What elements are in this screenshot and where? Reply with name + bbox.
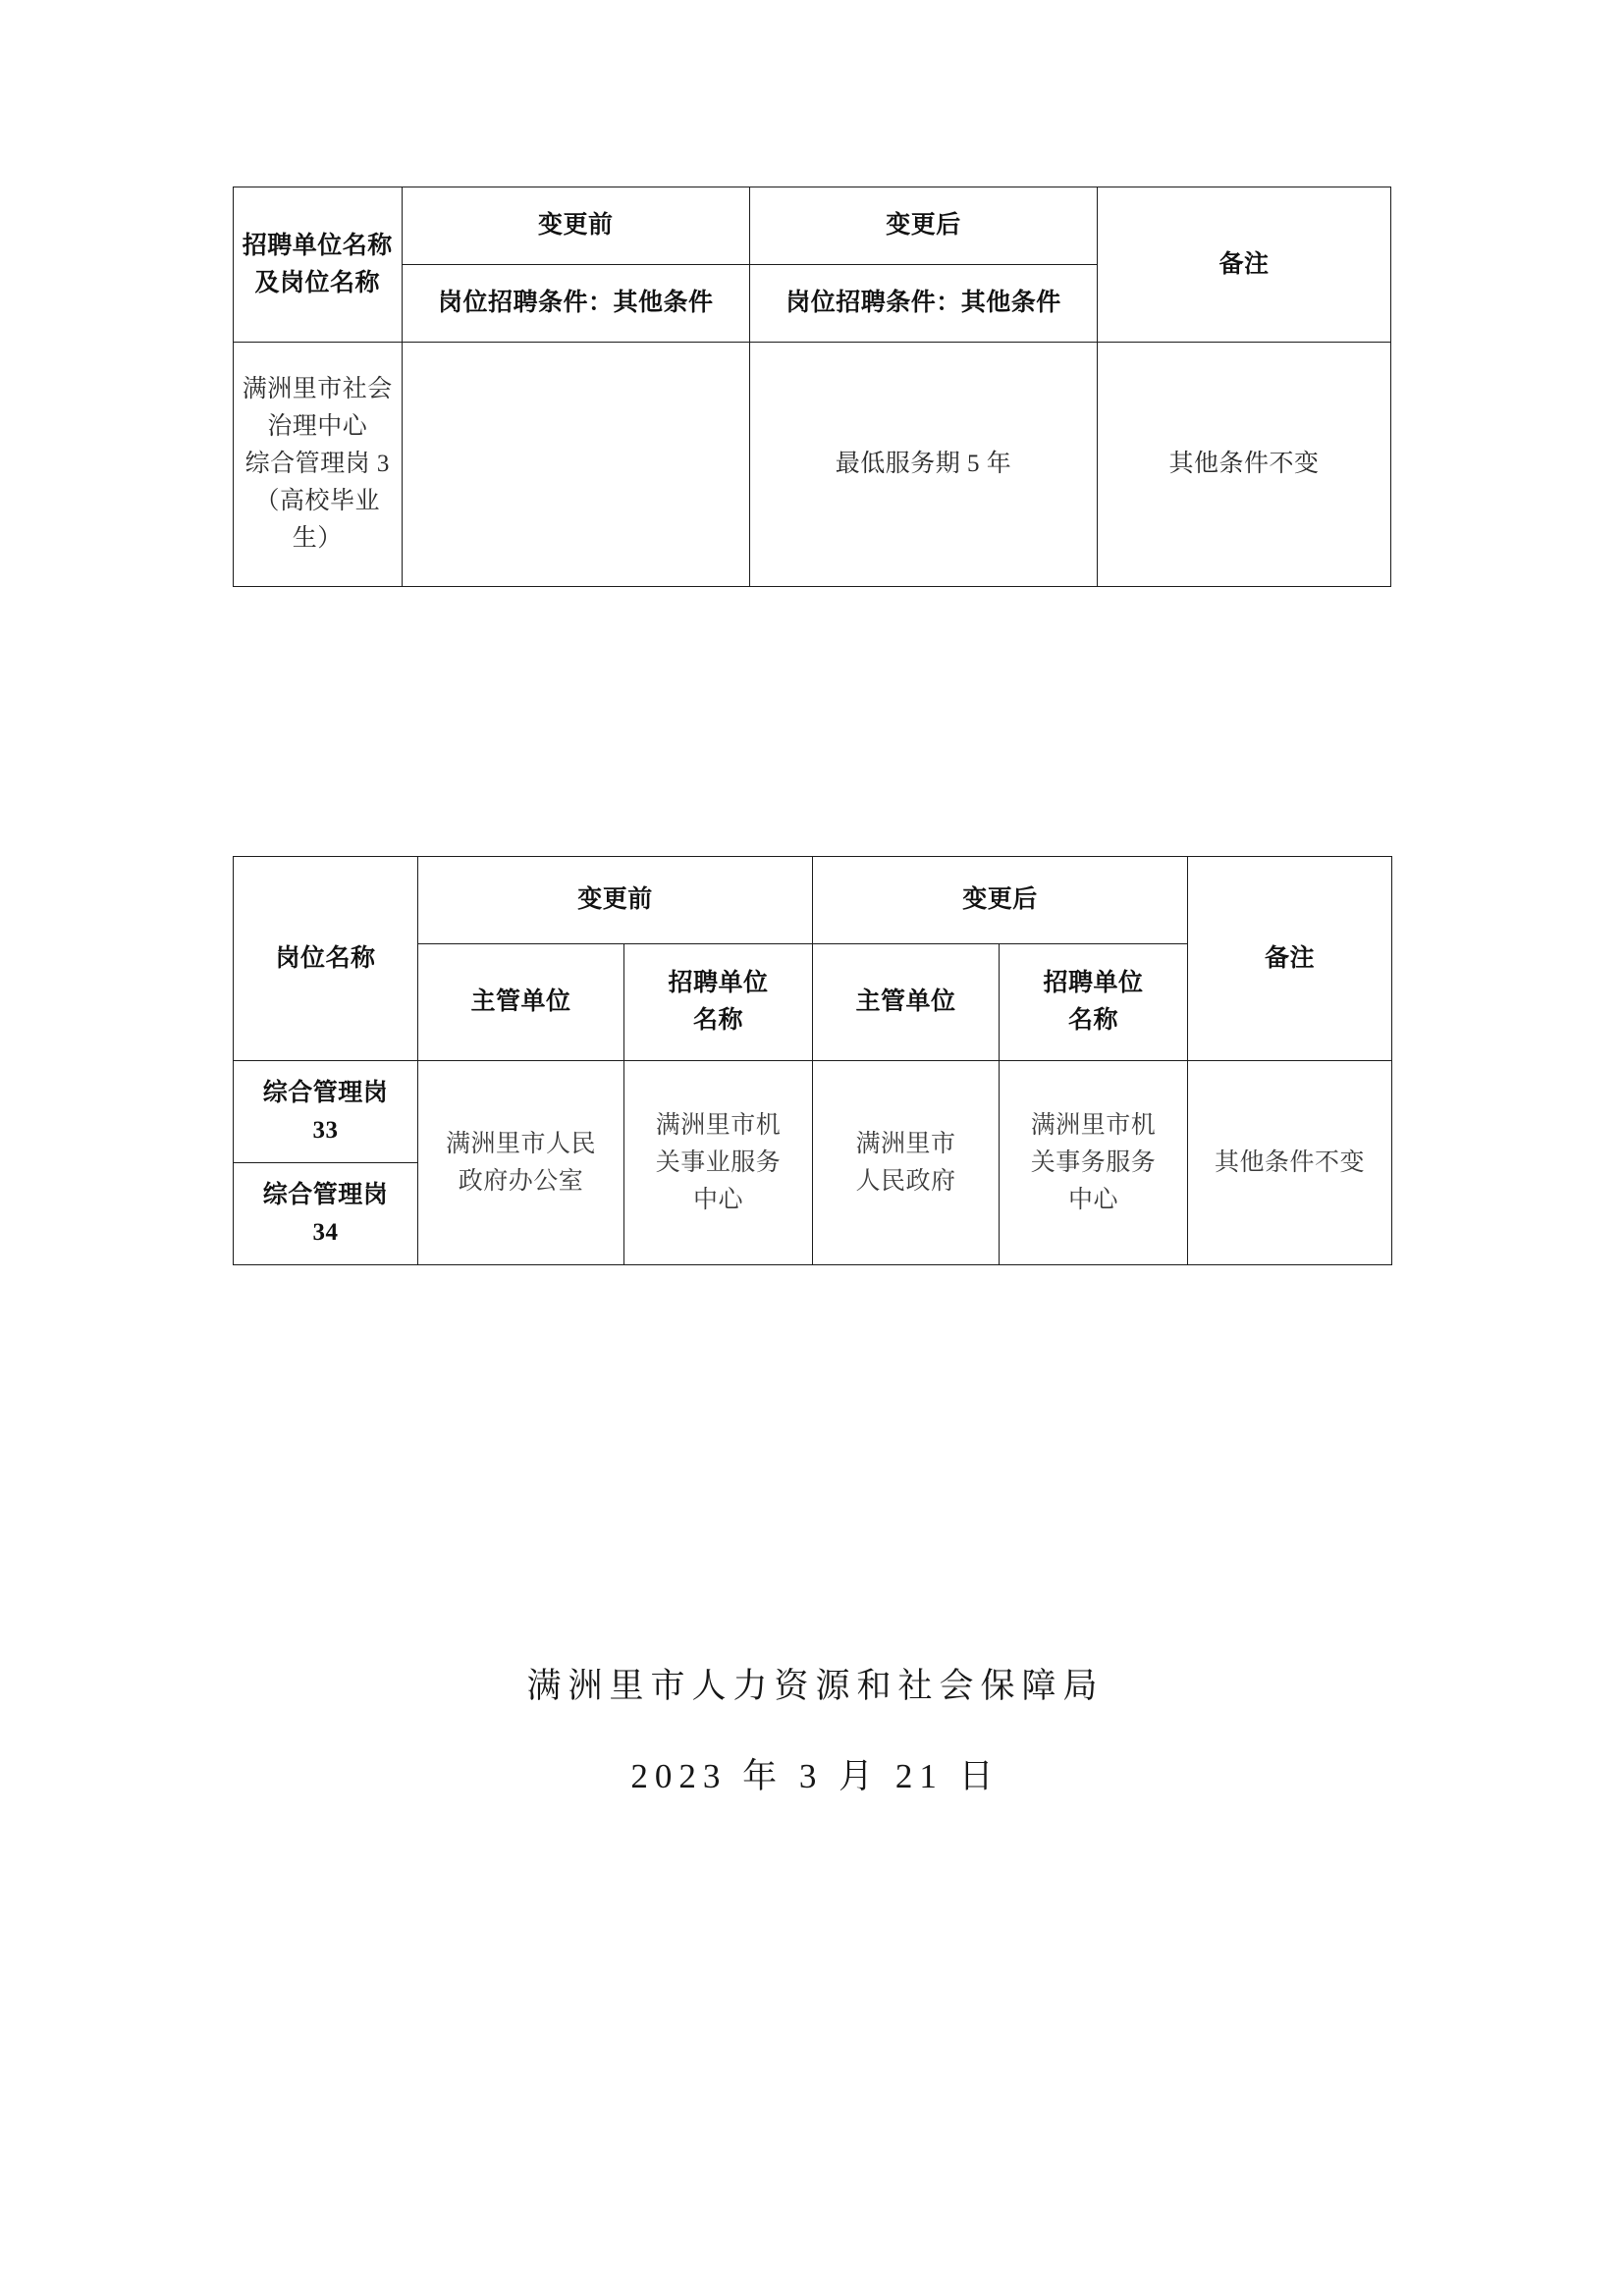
header-post-name: 岗位名称 — [234, 857, 418, 1061]
header-before-recruit-unit-line1: 招聘单位 — [668, 970, 769, 996]
after-supervisor-line2: 人民政府 — [855, 1167, 956, 1195]
issuing-organization: 满洲里市人力资源和社会保障局 — [526, 1667, 1105, 1705]
post-name-line1: 综合管理岗 3 — [244, 451, 390, 477]
header-unit-and-post-line1: 招聘单位名称 — [242, 232, 393, 259]
header-unit-and-post-line2: 及岗位名称 — [254, 269, 381, 296]
signature-block — [0, 1659, 1624, 1798]
header-before-recruit-unit-line2: 名称 — [693, 1007, 744, 1034]
header-before: 变更前 — [418, 857, 813, 944]
cell-after-recruit-unit — [1000, 1061, 1188, 1265]
cell-before-supervisor — [418, 1061, 624, 1265]
header-after-recruit-unit-line1: 招聘单位 — [1043, 970, 1144, 996]
header-before-supervisor: 主管单位 — [418, 944, 624, 1061]
table-row-header-top — [234, 187, 1391, 265]
before-recruit-unit-line3: 中心 — [693, 1186, 744, 1213]
header-after-recruit-unit — [1000, 944, 1188, 1061]
table-row — [234, 343, 1391, 587]
cell-post-name-33 — [234, 1061, 418, 1163]
header-remark: 备注 — [1188, 857, 1392, 1061]
table-row — [234, 1061, 1392, 1163]
header-unit-and-post — [234, 187, 403, 343]
before-recruit-unit-line1: 满洲里市机 — [655, 1111, 782, 1139]
header-before: 变更前 — [402, 187, 749, 265]
post-name-33-line2: 33 — [312, 1116, 339, 1144]
cell-before-recruit-unit — [624, 1061, 813, 1265]
post-name-34-line1: 综合管理岗 — [262, 1181, 389, 1208]
after-recruit-unit-line3: 中心 — [1068, 1186, 1119, 1213]
after-recruit-unit-line2: 关事务服务 — [1030, 1148, 1157, 1176]
before-supervisor-line1: 满洲里市人民 — [445, 1130, 596, 1157]
cell-remark-value: 其他条件不变 — [1188, 1061, 1392, 1265]
cell-unit-and-post — [234, 343, 403, 587]
issue-date: 2023 年 3 月 21 日 — [630, 1757, 1001, 1795]
header-remark: 备注 — [1098, 187, 1391, 343]
cell-before-value — [402, 343, 749, 587]
header-before-conditions: 岗位招聘条件：其他条件 — [402, 265, 749, 343]
header-after-conditions: 岗位招聘条件：其他条件 — [749, 265, 1097, 343]
table-change-conditions — [233, 187, 1391, 587]
after-recruit-unit-line1: 满洲里市机 — [1030, 1111, 1157, 1139]
header-after-recruit-unit-line2: 名称 — [1068, 1007, 1119, 1034]
header-after: 变更后 — [749, 187, 1097, 265]
header-before-recruit-unit — [624, 944, 813, 1061]
header-after: 变更后 — [813, 857, 1188, 944]
before-recruit-unit-line2: 关事业服务 — [655, 1148, 782, 1176]
before-supervisor-line2: 政府办公室 — [458, 1167, 584, 1195]
cell-remark-value: 其他条件不变 — [1098, 343, 1391, 587]
cell-after-supervisor — [813, 1061, 1000, 1265]
post-name-line2: （高校毕业生） — [254, 488, 381, 552]
unit-name-line2: 治理中心 — [267, 413, 368, 440]
cell-post-name-34 — [234, 1163, 418, 1265]
post-name-33-line1: 综合管理岗 — [262, 1079, 389, 1106]
unit-name-line1: 满洲里市社会 — [242, 376, 393, 402]
table-row-header-top — [234, 857, 1392, 944]
after-supervisor-line1: 满洲里市 — [855, 1130, 956, 1157]
table-change-units — [233, 856, 1392, 1265]
header-after-supervisor: 主管单位 — [813, 944, 1000, 1061]
post-name-34-line2: 34 — [312, 1218, 339, 1246]
cell-after-value: 最低服务期 5 年 — [749, 343, 1097, 587]
